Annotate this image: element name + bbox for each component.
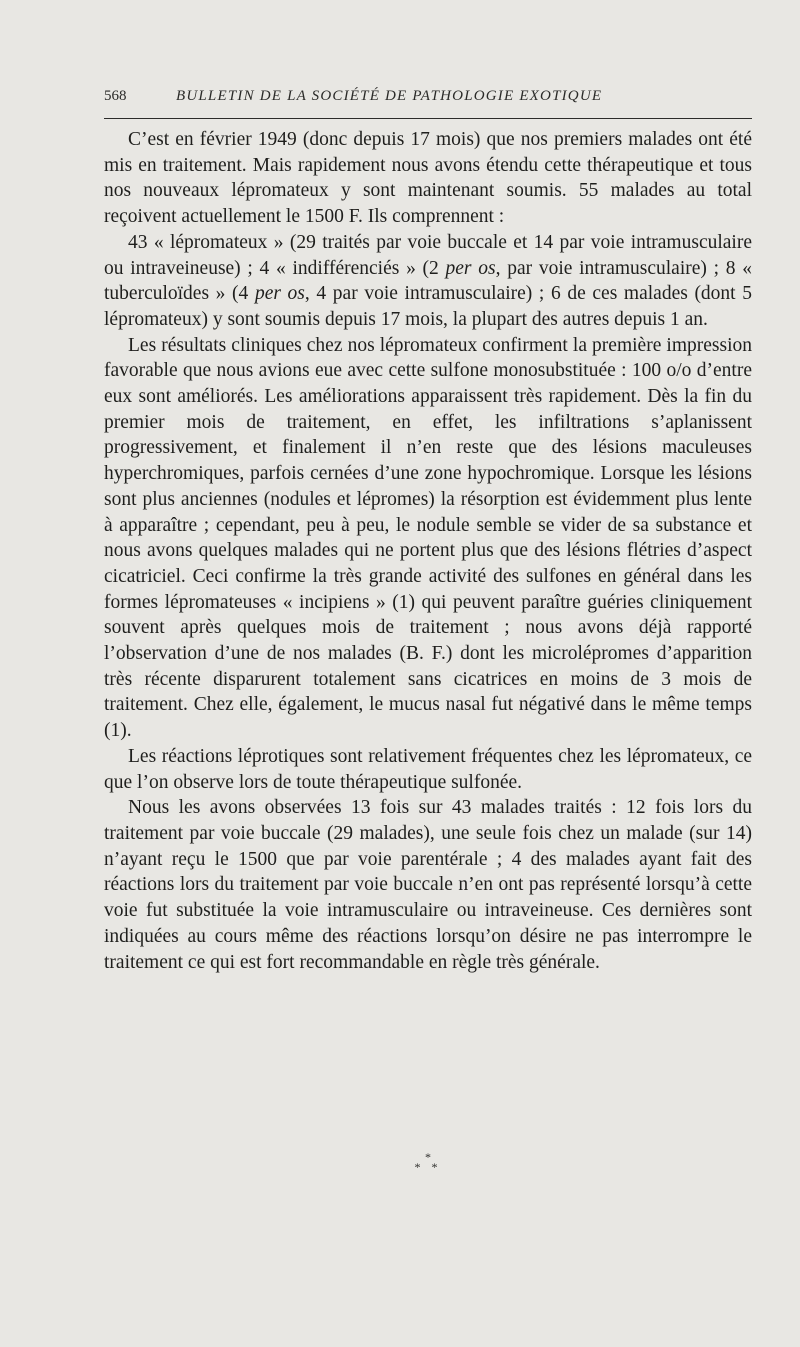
body-text xyxy=(104,127,752,975)
asterism-top: * xyxy=(425,1150,431,1164)
asterism-bottom: * * xyxy=(414,1160,442,1174)
paragraph-5: Nous les avons observées 13 fois sur 43 malades traités : 12 fois lors du traitement par voie buccale (29 malades), une seule fois chez un malade (sur 14) n’ayant reçu le 1500 que par voie parentérale ; 4 des malades ayant fait des réactions lors du traitement par voie buccale n’en ont pas représenté lorsqu’à cette voie fut substituée la voie intramusculaire ou intraveineuse. Ces dernières sont indiquées au cours même des réactions lorsqu’on désire ne pas interrompre le traitement ce qui est fort recommandable en règle très générale. xyxy=(104,797,752,973)
asterism-ornament xyxy=(408,1152,448,1172)
per-os-italic-1: per os xyxy=(445,257,496,279)
header-rule xyxy=(104,118,752,119)
per-os-italic-2: per os xyxy=(254,283,305,305)
paragraph-1: C’est en février 1949 (donc depuis 17 mois) que nos premiers malades ont été mis en traitement. Mais rapidement nous avons étendu cette thérapeutique et tous nos nouveaux lépromateux y sont maintenant soumis. 55 malades au total reçoivent actuellement le 1500 F. Ils comprennent : xyxy=(104,129,752,228)
paragraph-2 xyxy=(104,230,752,333)
running-title: BULLETIN DE LA SOCIÉTÉ DE PATHOLOGIE EXOTIQUE xyxy=(176,88,603,104)
paragraph-3: Les résultats cliniques chez nos lépromateux confirment la première impression favorable que nous avions eue avec cette sulfone monosubstituée : 100 o/o d’entre eux sont améliorés. Les améliorations apparaissent très rapidement. Dès la fin du premier mois de traitement, en effet, les infiltrations s’aplanissent progressivement, et finalement il n’en reste que des lésions maculeuses hyperchromiques, parfois cernées d’une zone hypochromique. Lorsque les lésions sont plus anciennes (nodules et lépromes) la résorption est évidemment plus lente à apparaître ; cependant, peu à peu, le nodule semble se vider de sa substance et nous avons quelques malades qui ne portent plus que des lésions flétries d’aspect cicatriciel. Ceci confirme la très grande activité des sulfones en général dans les formes lépromateuses « incipiens » (1) qui peuvent paraître guéries cliniquement souvent après quelques mois de traitement ; nous avons déjà rapporté l’observation d’une de nos malades (B. F.) dont les microlépromes d’apparition très récente disparurent totalement sans cicatrices en moins de 3 mois de traitement. Chez elle, également, le mucus nasal fut négativé dans le même temps (1). xyxy=(104,334,752,742)
paragraph-2-part-1: 43 « lépromateux » (29 traités par voie buccale et 14 par voie intramusculaire ou intraveineuse) ; 4 « indifférenciés » (2 xyxy=(104,231,752,279)
paragraph-4: Les réactions léprotiques sont relativement fréquentes chez les lépromateux, ce que l’on observe lors de toute thérapeutique sulfonée. xyxy=(104,745,752,793)
page-number: 568 xyxy=(104,88,127,104)
paragraph-2-part-3: , 4 par voie intramusculaire) ; 6 de ces malades (dont 5 lépromateux) y sont soumis depuis 17 mois, la plupart des autres depuis 1 an. xyxy=(104,283,752,330)
paragraph-2-part-2: , par voie intramusculaire) ; 8 « tuberculoïdes » (4 xyxy=(104,257,752,305)
page-header xyxy=(104,88,752,118)
